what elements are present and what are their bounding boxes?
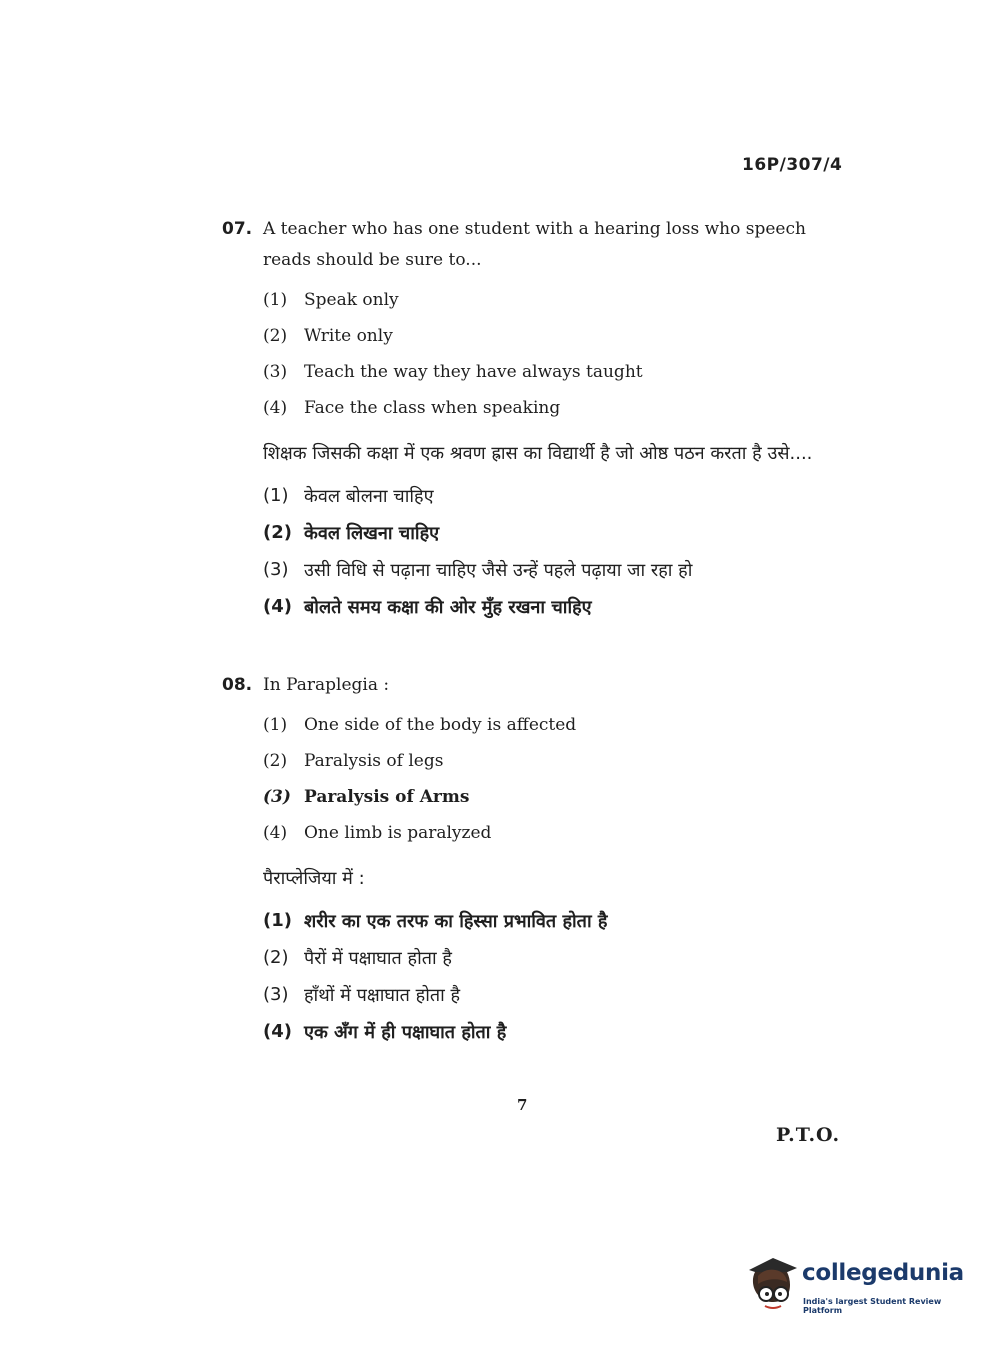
option-1-hindi: (1) शरीर का एक तरफ का हिस्सा प्रभावित होता है [263, 910, 608, 932]
option-1-hindi: (1) केवल बोलना चाहिए [263, 485, 434, 507]
options-hindi [263, 902, 852, 1050]
option-text: One limb is paralyzed [304, 823, 492, 843]
option-text: Teach the way they have always taught [304, 362, 643, 382]
option-3-hindi: (3) हाँथों में पक्षाघात होता है [263, 984, 461, 1006]
brand-name: collegedunia [802, 1260, 964, 1286]
option-text: केवल लिखना चाहिए [304, 522, 440, 544]
options-english [263, 282, 852, 426]
option-2: (2) Write only [263, 326, 393, 346]
option-text: बोलते समय कक्षा की ओर मुँह रखना चाहिए [304, 596, 592, 618]
brand-tagline: India's largest Student Review Platform [803, 1297, 942, 1315]
question-text-hindi: पैराप्लेजिया में : [263, 868, 365, 889]
option-text: One side of the body is affected [304, 715, 577, 735]
option-text: शरीर का एक तरफ का हिस्सा प्रभावित होता है [304, 910, 608, 932]
option-4-hindi: (4) बोलते समय कक्षा की ओर मुँह रखना चाहिए [263, 596, 592, 618]
option-1: (1) One side of the body is affected [263, 715, 577, 735]
options-english [263, 707, 852, 851]
question-07 [222, 214, 852, 625]
option-text: Paralysis of legs [304, 751, 444, 771]
collegedunia-mascot-icon [745, 1256, 797, 1312]
option-1: (1) Speak only [263, 290, 399, 310]
question-number: 08. [222, 675, 253, 695]
pto-label: P.T.O. [776, 1124, 841, 1146]
option-2-hindi: (2) पैरों में पक्षाघात होता है [263, 947, 452, 969]
question-number: 07. [222, 219, 253, 239]
option-text: पैरों में पक्षाघात होता है [304, 947, 452, 969]
paper-code: 16P/307/4 [742, 155, 843, 175]
option-4: (4) One limb is paralyzed [263, 823, 492, 843]
option-4-hindi: (4) एक अँग में ही पक्षाघात होता है [263, 1021, 507, 1043]
option-3: (3) Paralysis of Arms [263, 787, 470, 807]
question-text-english: In Paraplegia : [263, 675, 390, 695]
option-text: केवल बोलना चाहिए [304, 485, 434, 507]
option-3: (3) Teach the way they have always taught [263, 362, 643, 382]
option-3-hindi: (3) उसी विधि से पढ़ाना चाहिए जैसे उन्हें पहले पढ़ाया जा रहा हो [263, 559, 693, 581]
option-text: Paralysis of Arms [304, 787, 470, 807]
question-text-hindi: शिक्षक जिसकी कक्षा में एक श्रवण ह्रास का विद्यार्थी है जो ओष्ठ पठन करता है उसे.... [263, 443, 813, 464]
collegedunia-watermark [745, 1250, 975, 1320]
page-number: 7 [517, 1096, 528, 1114]
option-text: Face the class when speaking [304, 398, 561, 418]
option-2-hindi: (2) केवल लिखना चाहिए [263, 522, 440, 544]
option-4: (4) Face the class when speaking [263, 398, 561, 418]
option-text: एक अँग में ही पक्षाघात होता है [304, 1021, 507, 1043]
option-text: Write only [304, 326, 393, 346]
option-text: उसी विधि से पढ़ाना चाहिए जैसे उन्हें पहले पढ़ाया जा रहा हो [304, 559, 693, 581]
option-text: Speak only [304, 290, 399, 310]
question-text-english: A teacher who has one student with a hearing loss who speech reads should be sure to... [263, 219, 806, 270]
question-08 [222, 670, 852, 1050]
option-text: हाँथों में पक्षाघात होता है [304, 984, 461, 1006]
options-hindi [263, 477, 852, 625]
option-2: (2) Paralysis of legs [263, 751, 444, 771]
